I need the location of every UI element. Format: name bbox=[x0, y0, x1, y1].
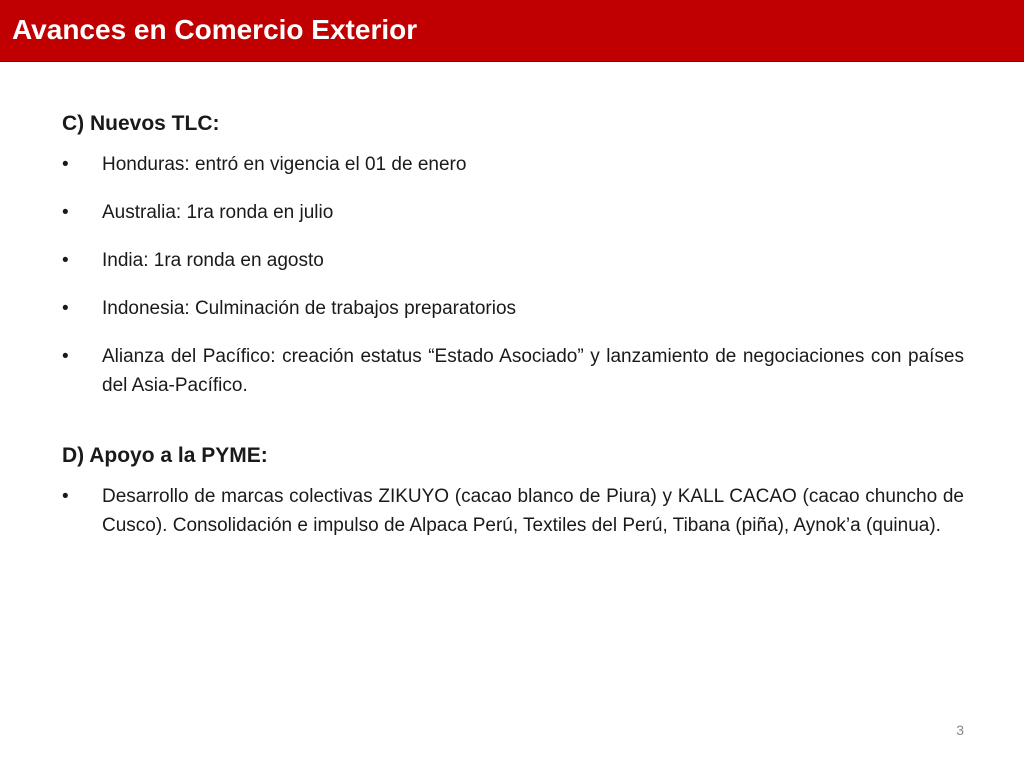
list-item bbox=[62, 294, 964, 323]
list-item bbox=[62, 198, 964, 227]
list-item-text: Australia: 1ra ronda en julio bbox=[102, 202, 334, 223]
bullet-icon: • bbox=[62, 154, 69, 175]
bullet-list-nuevos-tlc bbox=[62, 150, 964, 400]
bullet-icon: • bbox=[62, 202, 69, 223]
slide-content bbox=[62, 110, 964, 559]
list-item-text: Indonesia: Culminación de trabajos preparatorios bbox=[102, 298, 517, 319]
list-item bbox=[62, 482, 964, 540]
bullet-list-apoyo-pyme bbox=[62, 482, 964, 540]
list-item-text: Desarrollo de marcas colectivas ZIKUYO (cacao blanco de Piura) y KALL CACAO (cacao chuncho de Cusco). Consolidación e impulso de Alpaca Perú, Textiles del Perú, Tibana (piña), Aynok’a (quinua). bbox=[102, 486, 964, 536]
bullet-icon: • bbox=[62, 346, 69, 367]
list-item bbox=[62, 150, 964, 179]
list-item-text: Honduras: entró en vigencia el 01 de enero bbox=[102, 154, 467, 175]
list-item bbox=[62, 246, 964, 275]
title-bar bbox=[0, 0, 1024, 62]
section-heading-nuevos-tlc: C) Nuevos TLC: bbox=[62, 112, 220, 135]
slide-title: Avances en Comercio Exterior bbox=[12, 14, 418, 45]
bullet-icon: • bbox=[62, 298, 69, 319]
page-number: 3 bbox=[956, 722, 964, 738]
list-item bbox=[62, 342, 964, 400]
list-item-text: Alianza del Pacífico: creación estatus “Estado Asociado” y lanzamiento de negociaciones con países del Asia-Pacífico. bbox=[102, 346, 964, 396]
bullet-icon: • bbox=[62, 250, 69, 271]
list-item-text: India: 1ra ronda en agosto bbox=[102, 250, 324, 271]
bullet-icon: • bbox=[62, 486, 69, 507]
section-heading-apoyo-pyme: D) Apoyo a la PYME: bbox=[62, 444, 268, 467]
